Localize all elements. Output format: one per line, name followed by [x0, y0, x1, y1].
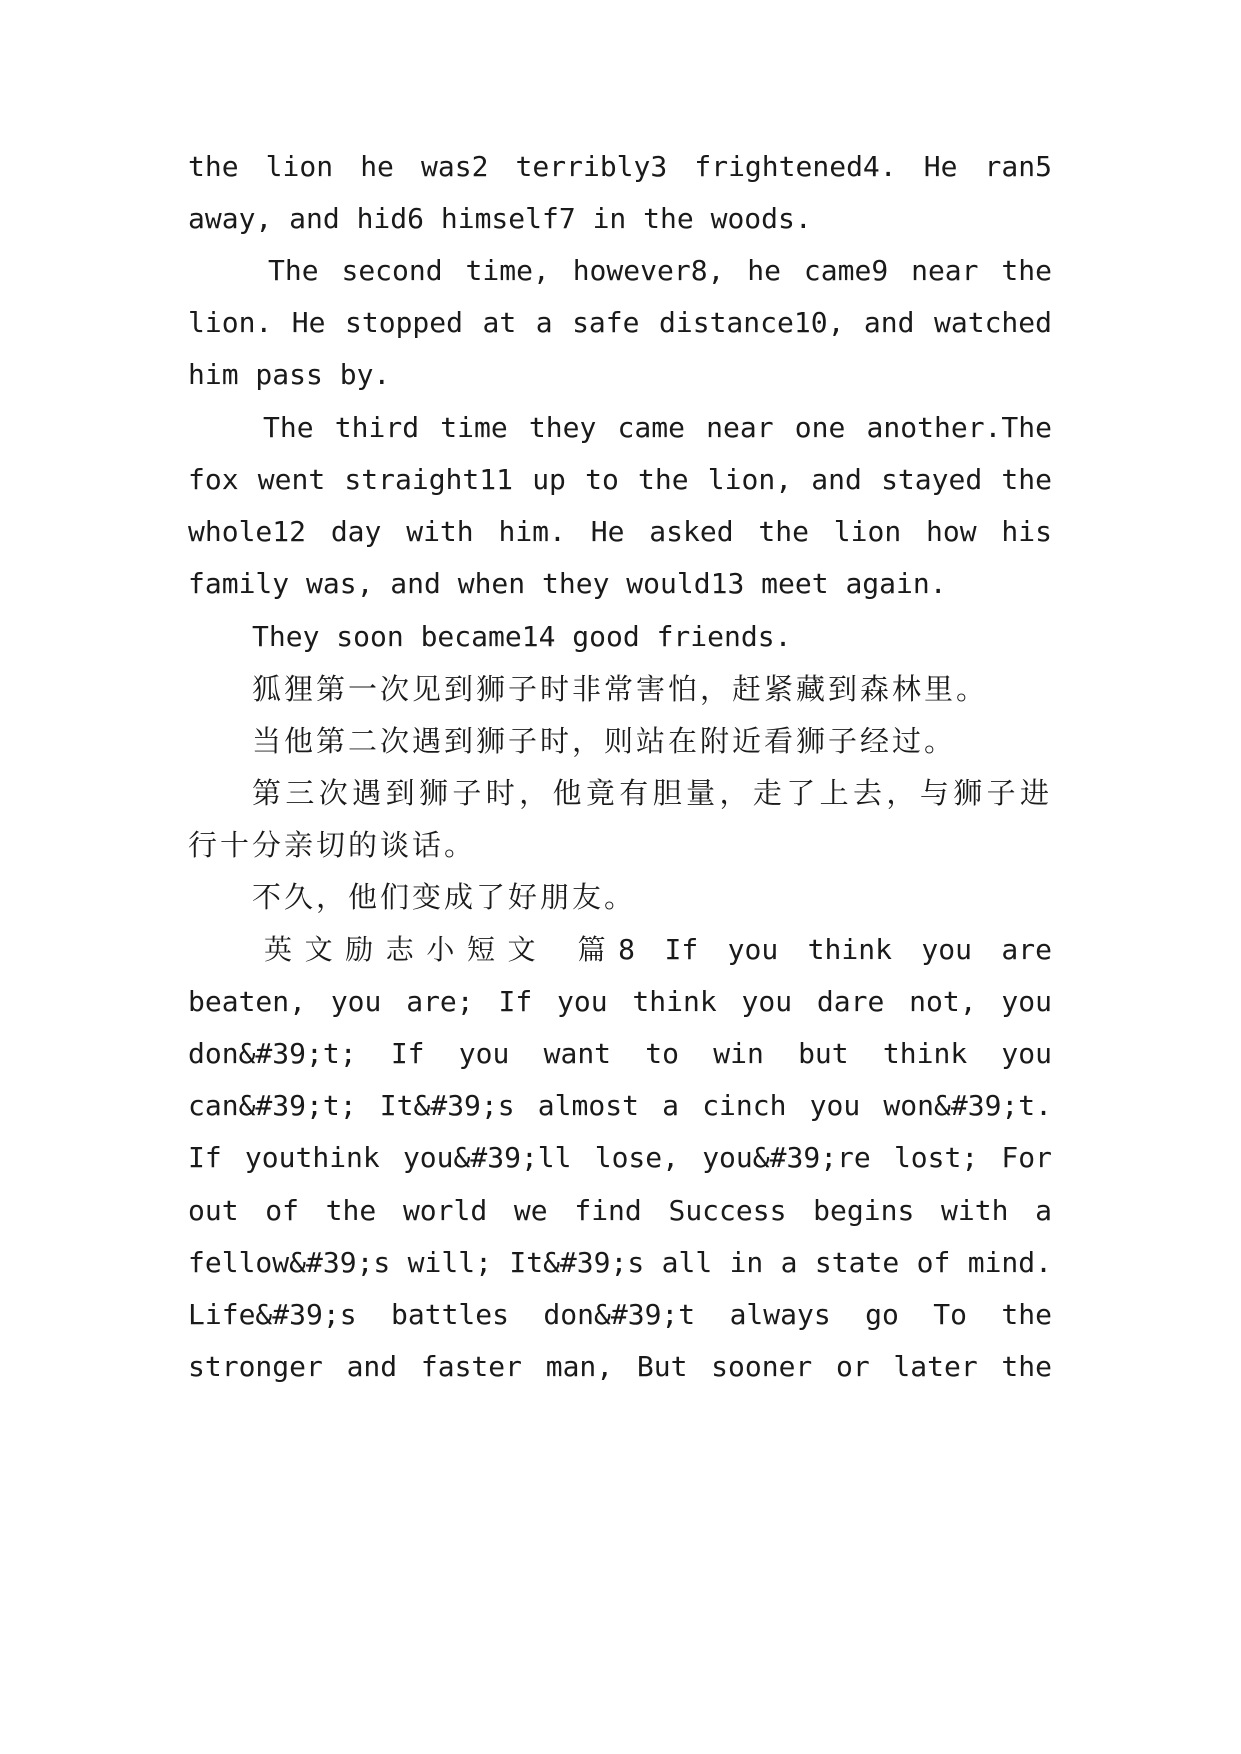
body-text-line: whole12 day with him. He asked the lion how his [188, 515, 1052, 548]
body-text-line: away, and hid6 himself7 in the woods. [188, 202, 812, 235]
body-text-line: out of the world we find Success begins with a [188, 1194, 1052, 1227]
body-text-line: fox went straight11 up to the lion, and stayed the [188, 463, 1052, 496]
body-text-line: beaten, you are; If you think you dare not, you [188, 985, 1052, 1018]
chinese-text-line: 第三次遇到狮子时，他竟有胆量，走了上去，与狮子进 [252, 776, 1052, 810]
chinese-text-line: 狐狸第一次见到狮子时非常害怕，赶紧藏到森林里。 [252, 672, 989, 706]
chinese-text-line: 不久，他们变成了好朋友。 [252, 880, 637, 914]
chinese-text-line: 行十分亲切的谈话。 [188, 828, 477, 862]
body-text-line: The third time they came near one another.The [263, 411, 1052, 444]
body-text-line: the lion he was2 terribly3 frightened4. He ran5 [188, 150, 1052, 183]
section-heading-line: 英文励志小短文 篇8 If you think you are [264, 933, 1052, 966]
body-text-line: family was, and when they would13 meet again. [188, 567, 947, 600]
body-text-line: lion. He stopped at a safe distance10, and watched [188, 306, 1052, 339]
body-text-line: The second time, however8, he came9 near the [268, 254, 1052, 287]
body-text-line: fellow&#39;s will; It&#39;s all in a state of mind. [188, 1246, 1052, 1279]
chinese-text-line: 当他第二次遇到狮子时，则站在附近看狮子经过。 [252, 724, 957, 758]
body-text-line: don&#39;t; If you want to win but think you [188, 1037, 1052, 1070]
body-text-line: Life&#39;s battles don&#39;t always go To the [188, 1298, 1052, 1331]
body-text-line: can&#39;t; It&#39;s almost a cinch you won&#39;t. [188, 1089, 1052, 1122]
body-text-line: him pass by. [188, 358, 391, 391]
body-text-line: If youthink you&#39;ll lose, you&#39;re lost; For [188, 1141, 1052, 1174]
body-text-line: They soon became14 good friends. [252, 620, 792, 653]
body-text-line: stronger and faster man, But sooner or later the [188, 1350, 1052, 1383]
